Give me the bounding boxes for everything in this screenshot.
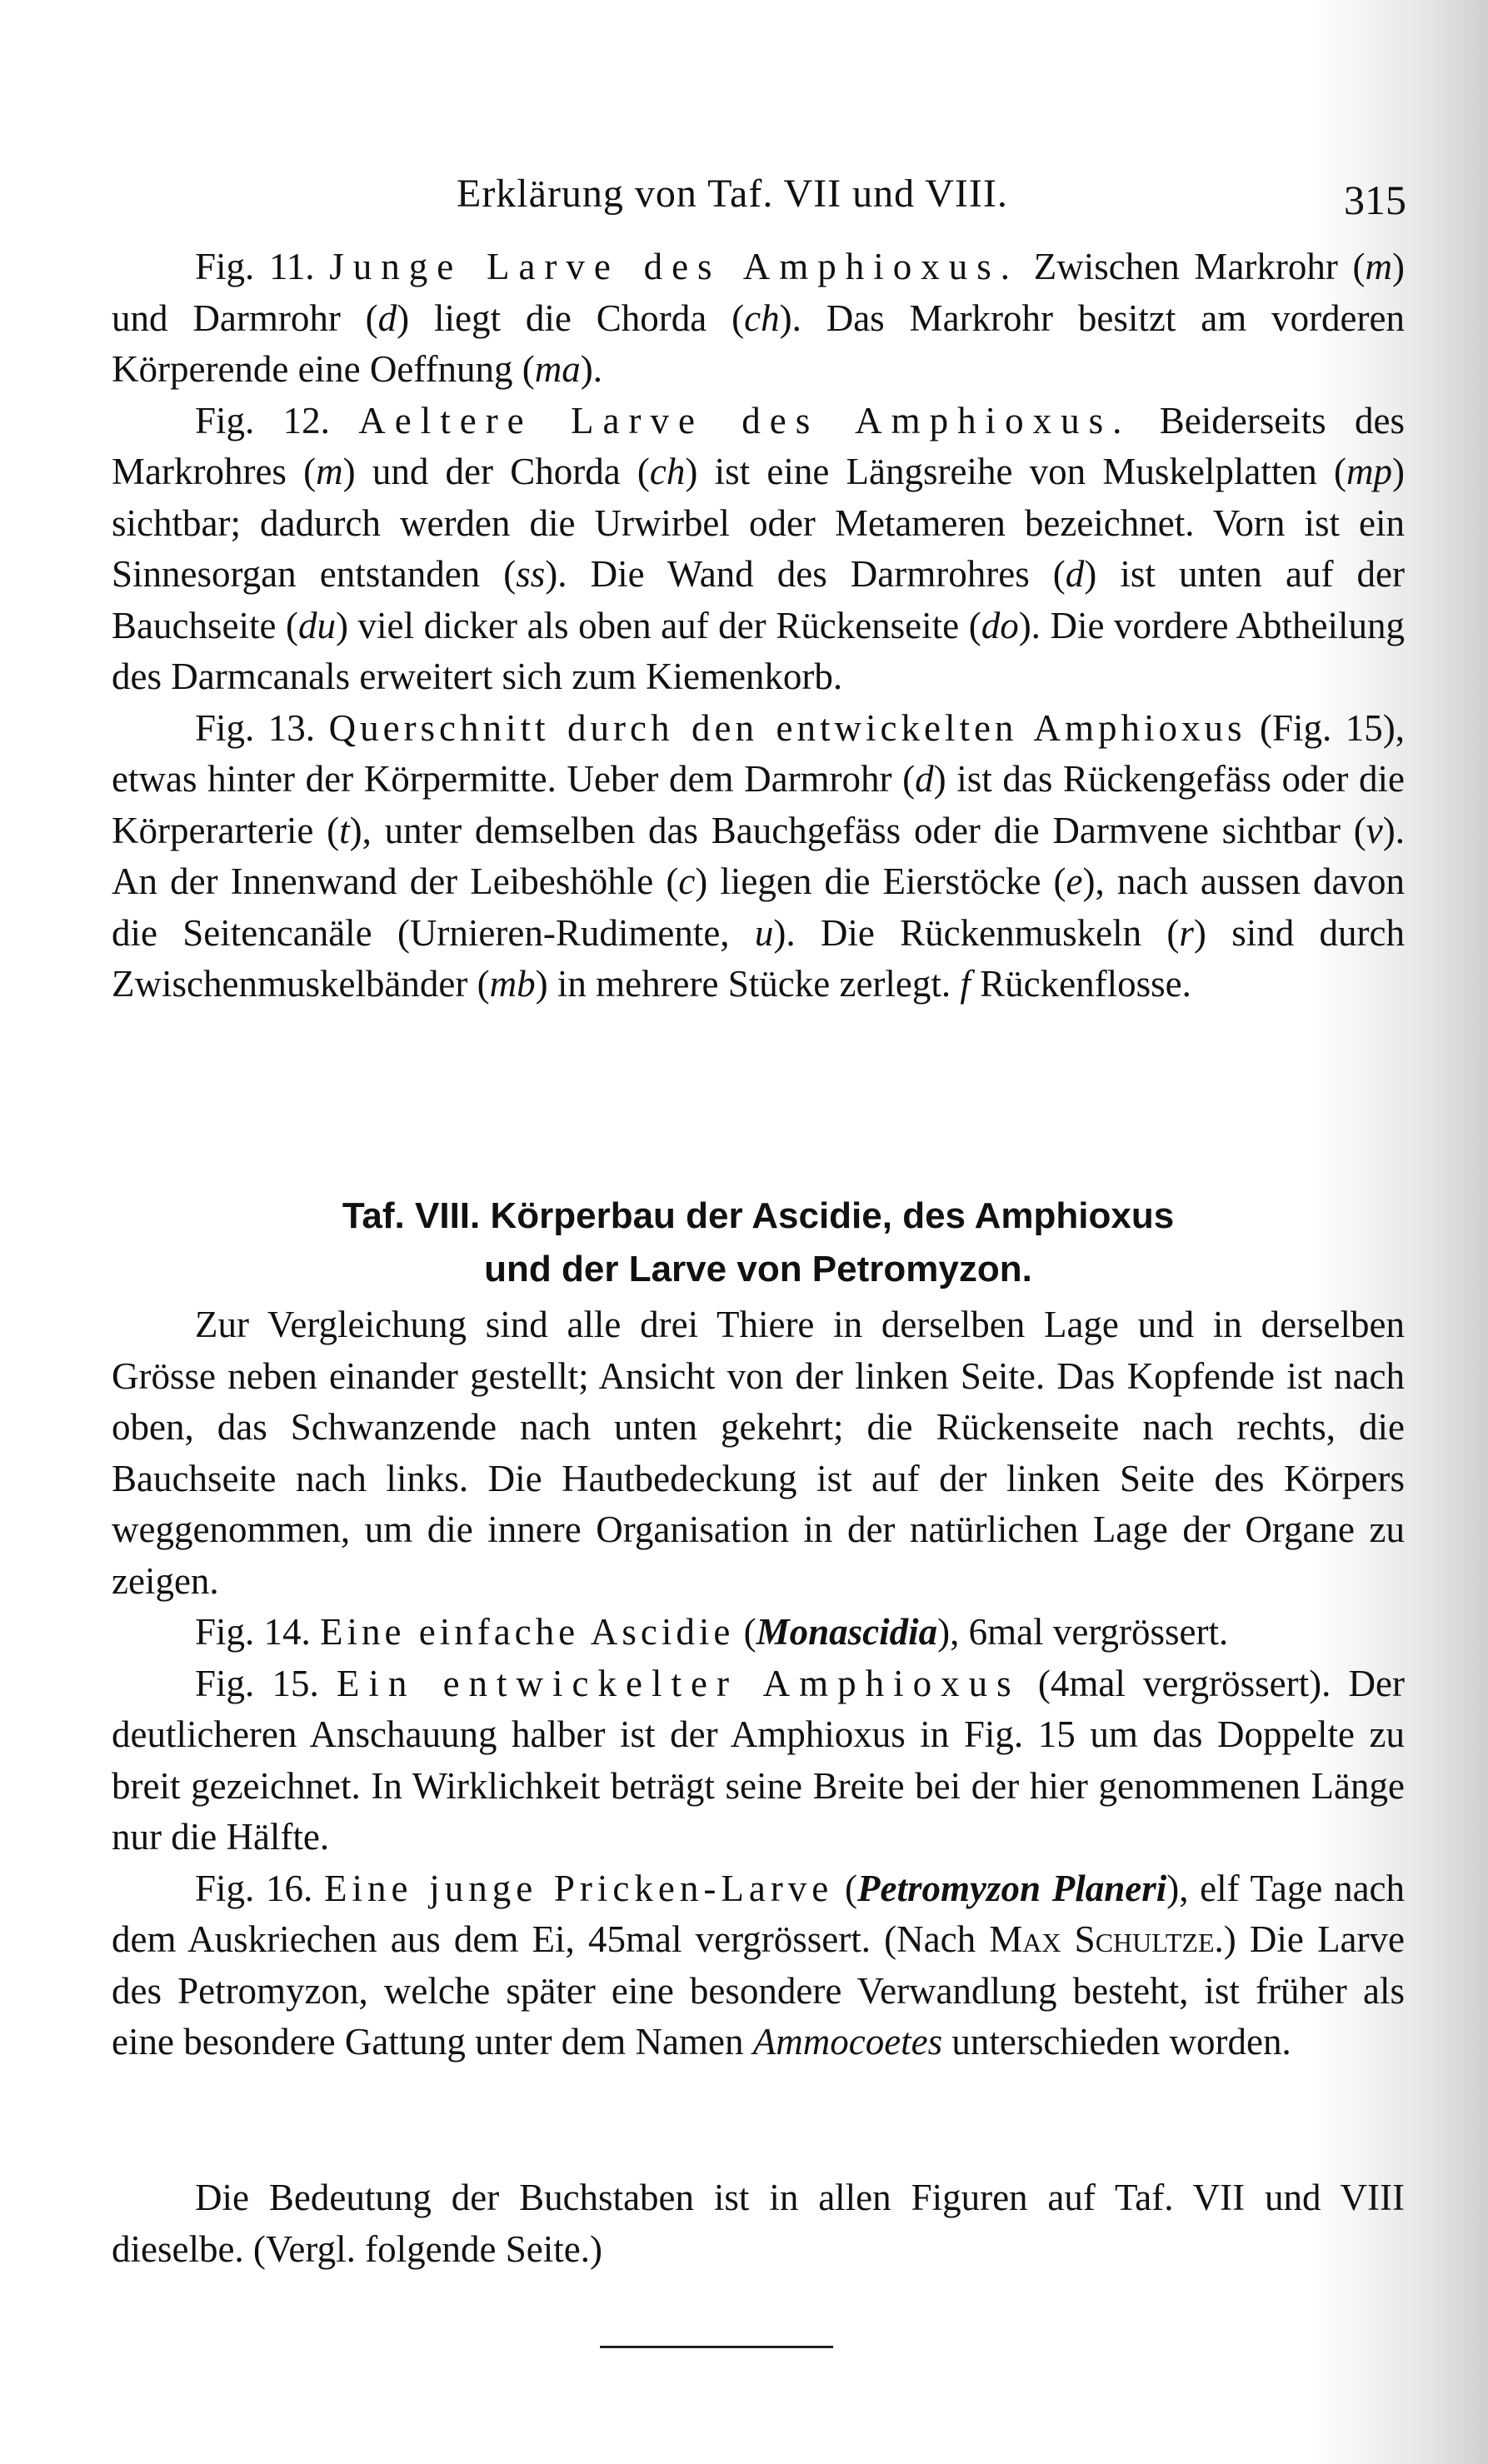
fig13-text: ). An der Innenwand der Leibeshöhle (: [112, 809, 1406, 902]
fig12-letter-ss: ss: [516, 553, 546, 595]
fig12-letter-do: do: [981, 604, 1019, 646]
fig16-label: Fig. 16.: [195, 1867, 313, 1909]
fig11-text: ).: [580, 348, 602, 390]
fig14-label: Fig. 14.: [195, 1611, 311, 1653]
fig12-paragraph: [112, 396, 1405, 703]
fig11-text: Zwischen Markrohr (: [1019, 246, 1366, 287]
fig13-text: (Fig. 15), etwas hinter der Körpermitte. Ueber dem Darmrohr (: [112, 706, 1406, 800]
fig13-label: Fig. 13.: [195, 706, 316, 749]
fig13-text: Rückenflosse.: [970, 963, 1191, 1005]
page-header: [457, 171, 1406, 229]
fig11-title: Junge Larve des Amphioxus.: [329, 246, 1020, 287]
fig12-text: Beiderseits des Markrohres (: [112, 399, 1406, 492]
fig13-letter-f: f: [960, 963, 971, 1005]
fig11-letter-m: m: [1365, 246, 1393, 287]
fig13-text: ) ist das Rückengefäss oder die Körperarterie (: [112, 758, 1405, 851]
fig16-paragraph: [112, 1863, 1405, 2068]
fig16-species: Petromyzon Planeri: [856, 1867, 1167, 1909]
fig12-text: ). Die vordere Abtheilung des Darmcanals erweitert sich zum Kiemenkorb.: [112, 604, 1405, 697]
taf8-heading: [112, 1190, 1405, 1296]
fig14-title: Eine einfache Ascidie: [320, 1611, 735, 1653]
fig12-letter-d: d: [1065, 553, 1085, 595]
fig12-letter-du: du: [297, 604, 336, 646]
fig12-letter-ch: ch: [649, 451, 686, 492]
fig13-text: ). Die Rückenmuskeln (: [773, 911, 1180, 954]
fig13-text: ) in mehrere Stücke zerlegt.: [535, 963, 961, 1005]
fig14-genus: Monascidia: [756, 1611, 938, 1653]
fig11-letter-ch: ch: [744, 297, 780, 339]
closing-rule: [600, 2346, 833, 2348]
fig11-text: ) liegt die Chorda (: [397, 297, 745, 339]
fig12-text: ) und der Chorda (: [342, 451, 650, 492]
fig16-text: .) Die Larve des Petromyzon, welche später eine besondere Verwandlung besteht, ist früher als eine besondere Gattung unter dem Namen: [112, 1918, 1405, 2062]
fig11-paragraph: [112, 242, 1405, 396]
fig13-letter-v: v: [1366, 809, 1383, 851]
fig15-label: Fig. 15.: [195, 1662, 319, 1704]
fig15-text: (4mal vergrössert). Der deutlicheren Anschauung halber ist der Amphioxus in Fig. 15 um das Doppelte zu breit gezeichnet. In Wirklichkeit beträgt seine Breite bei der hier genommenen Länge nur die Hälfte.: [112, 1662, 1406, 1858]
fig11-text: ) und Darmrohr (: [112, 246, 1406, 339]
fig13-letter-t: t: [339, 809, 350, 851]
fig13-text: ), unter demselben das Bauchgefäss oder die Darmvene sichtbar (: [349, 809, 1366, 851]
page-number: 315: [1344, 177, 1406, 223]
closing-paragraph: Die Bedeutung der Buchstaben ist in allen Figuren auf Taf. VII und VIII dieselbe. (Vergl. folgende Seite.): [112, 2177, 1405, 2270]
taf8-intro: Zur Vergleichung sind alle drei Thiere in derselben Lage und in derselben Grösse neben einander gestellt; Ansicht von der linken Seite. Das Kopfende ist nach oben, das Schwanzende nach unten gekehrt; die Rückenseite nach rechts, die Bauchseite nach links. Die Hautbedeckung ist auf der linken Seite des Körpers weggenommen, um die innere Organisation in der natürlichen Lage der Organe zu zeigen.: [112, 1304, 1405, 1602]
fig14-paragraph: [112, 1607, 1405, 1658]
taf8-heading-line1: Taf. VIII. Körperbau der Ascidie, des Amphioxus: [342, 1195, 1175, 1236]
fig12-letter-mp: mp: [1346, 451, 1392, 492]
fig13-letter-u: u: [754, 911, 774, 954]
fig12-title: Aeltere Larve des Amphioxus.: [358, 399, 1131, 441]
fig16-text: (: [833, 1867, 857, 1909]
fig13-text: ) liegen die Eierstöcke (: [695, 860, 1066, 902]
fig13-title: Querschnitt durch den entwickelten Amphioxus: [328, 706, 1246, 749]
running-title: Erklärung von Taf. VII und VIII.: [457, 172, 1008, 216]
fig13-letter-e: e: [1066, 860, 1083, 902]
fig15-title: Ein entwickelter Amphioxus: [336, 1662, 1021, 1704]
fig13-text: ), nach aussen davon die Seitencanäle (Urnieren-Rudimente,: [112, 860, 1405, 954]
fig12-text: ) ist unten auf der Bauchseite (: [112, 553, 1405, 646]
fig16-text: unterschieden worden.: [942, 2021, 1291, 2062]
fig16-genus: Ammocoetes: [752, 2021, 943, 2062]
fig14-text: ), 6mal vergrössert.: [937, 1611, 1229, 1653]
fig12-label: Fig. 12.: [195, 399, 330, 441]
fig16-text: ), elf Tage nach dem Auskriechen aus dem Ei, 45mal vergrössert. (Nach: [112, 1867, 1406, 1960]
fig14-text: (: [734, 1611, 756, 1653]
taf7-explanations: [112, 242, 1405, 1010]
fig15-paragraph: [112, 1658, 1405, 1863]
fig11-letter-d: d: [377, 297, 397, 339]
fig11-label: Fig. 11.: [195, 246, 315, 287]
fig13-letter-c: c: [678, 860, 696, 902]
taf8-explanations: [112, 1299, 1405, 2068]
fig13-letter-mb: mb: [489, 963, 536, 1005]
fig13-letter-r: r: [1179, 911, 1194, 954]
fig12-text: ). Die Wand des Darmrohres (: [545, 553, 1066, 595]
fig16-title: Eine junge Pricken-Larve: [324, 1867, 834, 1909]
fig11-text: ). Das Markrohr besitzt am vorderen Körperende eine Oeffnung (: [112, 297, 1405, 390]
fig12-letter-m: m: [316, 451, 343, 492]
fig13-text: ) sind durch Zwischenmuskelbänder (: [112, 911, 1405, 1005]
taf8-heading-line2: und der Larve von Petromyzon.: [484, 1249, 1032, 1289]
closing-note: [112, 2172, 1405, 2275]
fig12-text: ) ist eine Längsreihe von Muskelplatten (: [685, 451, 1346, 492]
fig12-text: ) viel dicker als oben auf der Rückenseite (: [335, 604, 981, 646]
fig13-paragraph: [112, 703, 1405, 1010]
fig12-text: ) sichtbar; dadurch werden die Urwirbel oder Metameren bezeichnet. Vorn ist ein Sinnesorgan entstanden (: [112, 451, 1405, 595]
fig16-author: Max Schultze: [989, 1918, 1215, 1960]
fig13-letter-d: d: [915, 758, 934, 800]
fig11-letter-ma: ma: [534, 348, 581, 390]
